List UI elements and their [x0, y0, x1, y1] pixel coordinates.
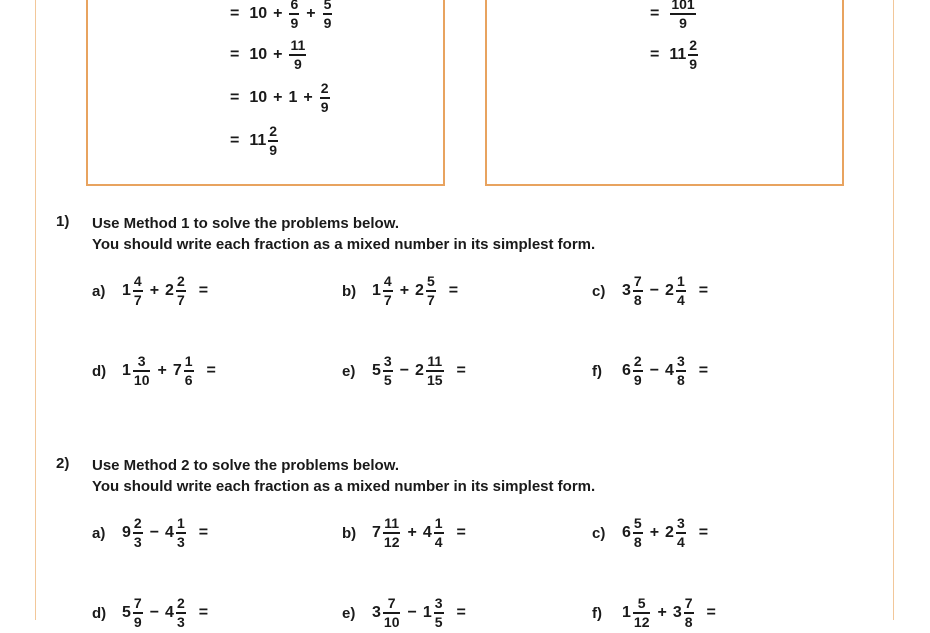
whole-number: 7 [372, 524, 381, 541]
denominator: 7 [383, 291, 392, 308]
denominator: 12 [633, 613, 650, 630]
problem-1-d [92, 351, 216, 391]
denominator: 3 [176, 613, 185, 630]
whole-number: 6 [622, 524, 631, 541]
numerator: 6 [290, 0, 299, 13]
instruction-line: You should write each fraction as a mixed number in its simplest form. [92, 236, 596, 253]
whole-number: 1 [122, 362, 131, 379]
fraction [133, 354, 151, 388]
whole-number: 4 [165, 524, 174, 541]
example-right-line-1 [650, 0, 697, 34]
denominator: 9 [633, 371, 642, 388]
instruction-line: Use Method 2 to solve the problems below. [92, 457, 399, 474]
denominator: 9 [293, 55, 302, 72]
whole-number: 11 [249, 132, 267, 149]
fraction [426, 274, 436, 308]
whole-number: 6 [622, 362, 631, 379]
operator: + [273, 5, 283, 22]
fraction [133, 274, 143, 308]
page-border-left [35, 0, 36, 620]
question-1-number: 1) [56, 213, 70, 230]
fraction [426, 354, 444, 388]
denominator: 9 [679, 14, 687, 31]
numerator: 1 [176, 515, 185, 532]
problem-1-a [92, 271, 208, 311]
whole-number: 1 [122, 282, 131, 299]
numerator: 5 [426, 273, 435, 290]
whole-number: 2 [665, 282, 674, 299]
denominator: 10 [133, 371, 150, 388]
whole-number: 10 [249, 46, 268, 63]
whole-number: 1 [372, 282, 381, 299]
fraction [289, 0, 299, 31]
problem-label: c) [592, 524, 606, 542]
equals-sign: = [698, 524, 709, 541]
numerator: 5 [633, 515, 642, 532]
whole-number: 7 [172, 362, 182, 379]
instruction-line: You should write each fraction as a mixed number in its simplest form. [92, 478, 596, 495]
fraction [434, 516, 444, 550]
fraction [676, 516, 686, 550]
fraction [633, 596, 651, 630]
operator: − [407, 604, 417, 621]
problem-label: e) [342, 362, 356, 380]
problem-label: a) [92, 282, 106, 300]
problem-label: c) [592, 282, 606, 300]
denominator: 9 [320, 98, 329, 115]
equals-sign: = [198, 524, 209, 541]
page-border-right [893, 0, 894, 620]
numerator: 7 [684, 595, 693, 612]
fraction [383, 274, 393, 308]
fraction [133, 596, 143, 630]
equals-sign: = [230, 132, 240, 149]
equals-sign: = [198, 604, 209, 621]
instruction-line: Use Method 1 to solve the problems below. [92, 215, 399, 232]
whole-number: 10 [249, 89, 268, 106]
denominator: 15 [426, 371, 443, 388]
operator: − [399, 362, 410, 379]
denominator: 9 [689, 55, 698, 72]
equals-sign: = [650, 5, 660, 22]
denominator: 3 [133, 533, 142, 550]
denominator: 6 [184, 371, 193, 388]
whole-number: 1 [622, 604, 631, 621]
equals-sign: = [230, 46, 240, 63]
fraction [323, 0, 333, 31]
equals-sign: = [456, 524, 466, 541]
equals-sign: = [230, 5, 240, 22]
numerator: 1 [184, 353, 193, 370]
denominator: 7 [176, 291, 185, 308]
question-2-instructions [92, 455, 595, 497]
whole-number: 2 [415, 282, 424, 299]
numerator: 2 [133, 515, 142, 532]
fraction [268, 124, 278, 158]
equals-sign: = [230, 89, 240, 106]
denominator: 9 [269, 141, 278, 158]
numerator: 3 [676, 353, 685, 370]
operator: + [157, 362, 167, 379]
denominator: 8 [633, 291, 642, 308]
fraction [676, 354, 686, 388]
operator: − [149, 604, 160, 621]
equals-sign: = [448, 282, 459, 299]
whole-number: 9 [122, 524, 131, 541]
numerator: 2 [689, 37, 698, 54]
example-left-line-2 [230, 35, 307, 75]
whole-number: 10 [249, 5, 268, 22]
fraction [383, 354, 393, 388]
fraction [670, 0, 695, 31]
problem-1-b [342, 271, 458, 311]
fraction [633, 274, 643, 308]
numerator: 3 [434, 595, 443, 612]
problem-label: a) [92, 524, 106, 542]
denominator: 10 [383, 613, 400, 630]
operator: − [649, 362, 660, 379]
fraction [633, 354, 643, 388]
problem-2-f [592, 593, 716, 633]
denominator: 9 [290, 14, 299, 31]
problem-label: d) [92, 604, 107, 622]
denominator: 9 [133, 613, 142, 630]
problem-label: e) [342, 604, 356, 622]
problem-2-d [92, 593, 208, 633]
problem-1-f [592, 351, 708, 391]
operator: − [149, 524, 160, 541]
numerator: 1 [434, 515, 443, 532]
numerator: 2 [176, 273, 185, 290]
fraction [176, 274, 186, 308]
fraction [176, 596, 186, 630]
numerator: 3 [383, 353, 392, 370]
denominator: 3 [176, 533, 185, 550]
numerator: 4 [383, 273, 392, 290]
numerator: 1 [676, 273, 685, 290]
operator: + [273, 89, 283, 106]
operator: + [657, 604, 667, 621]
problem-label: b) [342, 524, 357, 542]
numerator: 11 [384, 515, 400, 532]
operator: + [149, 282, 160, 299]
operator: + [649, 524, 660, 541]
numerator: 7 [633, 273, 642, 290]
fraction [688, 38, 698, 72]
denominator: 5 [434, 613, 443, 630]
numerator: 5 [323, 0, 332, 13]
equals-sign: = [706, 604, 716, 621]
numerator: 3 [676, 515, 685, 532]
numerator: 5 [637, 595, 646, 612]
denominator: 4 [434, 533, 443, 550]
fraction [684, 596, 694, 630]
numerator: 3 [137, 353, 146, 370]
fraction [176, 516, 186, 550]
equals-sign: = [650, 46, 660, 63]
problem-2-a [92, 513, 208, 553]
numerator: 101 [671, 0, 695, 13]
example-left-line-4 [230, 121, 279, 161]
example-left-line-1 [230, 0, 333, 34]
fraction [289, 38, 306, 72]
whole-number: 5 [372, 362, 381, 379]
problem-1-e [342, 351, 466, 391]
equals-sign: = [206, 362, 216, 379]
numerator: 2 [176, 595, 185, 612]
equals-sign: = [456, 604, 466, 621]
numerator: 4 [133, 273, 142, 290]
problem-label: b) [342, 282, 357, 300]
whole-number: 2 [415, 362, 424, 379]
equals-sign: = [198, 282, 209, 299]
numerator: 2 [269, 123, 278, 140]
whole-number: 4 [165, 604, 174, 621]
denominator: 4 [676, 533, 685, 550]
denominator: 8 [633, 533, 642, 550]
whole-number: 11 [669, 46, 687, 63]
equals-sign: = [456, 362, 466, 379]
fraction [383, 596, 401, 630]
operator: + [399, 282, 410, 299]
operator: + [306, 5, 316, 22]
problem-label: f) [592, 604, 602, 622]
example-right-line-2 [650, 35, 699, 75]
fraction [633, 516, 643, 550]
question-1-instructions [92, 213, 595, 255]
fraction [320, 81, 330, 115]
whole-number: 4 [422, 524, 432, 541]
problem-2-b [342, 513, 466, 553]
operator: + [407, 524, 417, 541]
denominator: 12 [383, 533, 400, 550]
fraction [133, 516, 143, 550]
operator: + [303, 89, 313, 106]
question-2-number: 2) [56, 455, 70, 472]
whole-number: 4 [665, 362, 674, 379]
whole-number: 3 [672, 604, 682, 621]
equals-sign: = [698, 282, 709, 299]
denominator: 9 [323, 14, 332, 31]
denominator: 8 [684, 613, 693, 630]
numerator: 11 [290, 37, 306, 54]
numerator: 11 [427, 353, 443, 370]
whole-number: 3 [372, 604, 381, 621]
fraction [184, 354, 194, 388]
numerator: 7 [387, 595, 396, 612]
whole-number: 2 [165, 282, 174, 299]
denominator: 7 [133, 291, 142, 308]
operator: − [649, 282, 660, 299]
denominator: 8 [676, 371, 685, 388]
numerator: 2 [633, 353, 642, 370]
fraction [434, 596, 444, 630]
operator: + [273, 46, 283, 63]
whole-number: 1 [288, 89, 298, 106]
fraction [676, 274, 686, 308]
example-left-line-3 [230, 78, 331, 118]
whole-number: 1 [422, 604, 432, 621]
problem-1-c [592, 271, 708, 311]
whole-number: 5 [122, 604, 131, 621]
denominator: 4 [676, 291, 685, 308]
equals-sign: = [698, 362, 709, 379]
whole-number: 3 [622, 282, 631, 299]
problem-2-c [592, 513, 708, 553]
numerator: 7 [133, 595, 142, 612]
problem-label: d) [92, 362, 107, 380]
denominator: 7 [426, 291, 435, 308]
problem-label: f) [592, 362, 602, 380]
whole-number: 2 [665, 524, 674, 541]
fraction [383, 516, 401, 550]
numerator: 2 [320, 80, 329, 97]
denominator: 5 [383, 371, 392, 388]
problem-2-e [342, 593, 466, 633]
